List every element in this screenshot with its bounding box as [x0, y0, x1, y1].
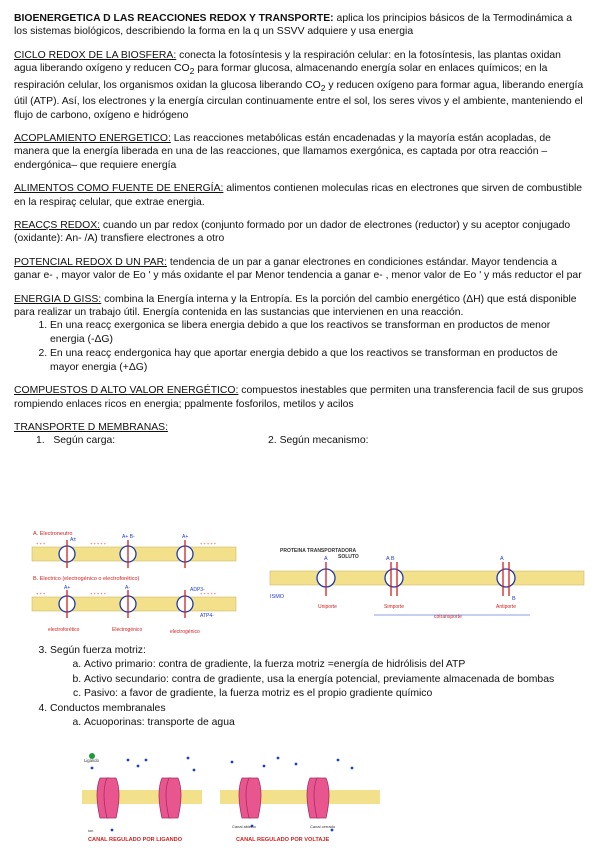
carga-label-7: electroforético	[48, 627, 80, 633]
svg-text:+ + + + +: + + + + +	[200, 541, 217, 546]
potencial-paragraph	[14, 256, 586, 283]
potencial-label: POTENCIAL REDOX D UN PAR:	[14, 256, 167, 268]
list-item: 1. En una reacç exergonica se libera energia debido a que los reactivos se transforman en productos de menor energia (-ΔG)	[50, 319, 586, 346]
conductos-item	[50, 702, 586, 730]
carga-label-6: ADP3-	[190, 587, 205, 593]
carga-label-5: A-	[125, 585, 130, 591]
list-item: a. Activo primario: contra de gradiente, la fuerza motriz =energía de hidrólisis del ATP	[84, 658, 586, 671]
carga-b-title: B. Electrico (electrogénico o electroforético)	[33, 576, 140, 582]
figure-canales	[82, 750, 382, 844]
ciclo-text-a: conecta la fotosíntesis y la respiración celular: en la fotosíntesis, las plantas oxidan agua liberando oxígeno y reducen CO	[14, 49, 561, 75]
svg-text:+ + + + +: + + + + +	[200, 591, 217, 596]
svg-text:+ + + + +: + + + + +	[90, 541, 107, 546]
reaccs-label: REACÇS REDOX:	[14, 220, 101, 232]
carga-label-1: A±	[70, 537, 77, 543]
reaccs-paragraph	[14, 219, 586, 246]
alimentos-paragraph	[14, 182, 586, 209]
mec-proteina-label: PROTEINA TRANSPORTADORA	[280, 548, 357, 554]
gibbs-paragraph	[14, 293, 586, 320]
gibbs-list	[14, 319, 586, 374]
mec-uniporte: Uniporte	[318, 604, 337, 610]
ciclo-sub-b: 2	[320, 82, 326, 93]
alimentos-label: ALIMENTOS COMO FUENTE DE ENERGÍA:	[14, 183, 224, 195]
compuestos-text: compuestos inestables que permiten una transferencia facil de sus grupos rompiendo enlaces ricos en energia; ppalmente fosforilos, metilos y acilos	[14, 385, 584, 410]
transporte-section	[14, 421, 586, 448]
list-item: 2. En una reacç endergonica hay que aportar energia debido a que los reactivos se transforman en productos de mayor energia (+ΔG)	[50, 347, 586, 374]
carga-type-labels	[48, 627, 200, 635]
figure-segun-carga	[30, 529, 238, 637]
canal-ligando-label: CANAL REGULADO POR LIGANDO	[88, 837, 183, 843]
ciclo-paragraph	[14, 49, 586, 122]
mec-type-labels	[318, 604, 516, 620]
conductos-sublist	[50, 716, 586, 729]
carga-label-atp: ATP4-	[200, 613, 214, 619]
fuerza-item	[50, 644, 586, 701]
canales-membranes	[82, 790, 380, 804]
carga-label-8: Electrogénico	[112, 627, 143, 633]
mec-top-ab: A B	[386, 556, 395, 562]
acoplamiento-text: Las reacciones metabólicas están encadenadas y la mayoría están acopladas, de manera que la energía liberada en una de las reacciones, que llamamos exergónica, es captada por otra reacción –endergónica– que requiere energía	[14, 133, 551, 171]
mecanismo-diagram	[268, 540, 586, 622]
ciclo-sub-a: 2	[189, 66, 195, 77]
carga-a-title: A. Electroneutro	[33, 531, 73, 537]
canales-diagram	[82, 750, 382, 844]
compuestos-paragraph	[14, 384, 586, 411]
fuerza-sublist	[50, 658, 586, 700]
doc-title: BIOENERGETICA D LAS REACCIONES REDOX Y TRANSPORTE:	[14, 13, 334, 24]
acoplamiento-paragraph	[14, 132, 586, 172]
canal-small-a: Canal abierto	[232, 824, 256, 829]
gibbs-section	[14, 293, 586, 374]
mec-mecanismo-label: ISMO	[270, 594, 285, 600]
mec-top-a: A	[324, 556, 328, 562]
mec-cotransporte: cotransporte	[434, 614, 462, 620]
acoplamiento-label: ACOPLAMIENTO ENERGETICO:	[14, 133, 171, 144]
list-item: b. Activo secundario: contra de gradiente, usa la energía potencial, previamente almacenada de bombas	[84, 673, 586, 686]
fuerza-title: Según fuerza motriz:	[50, 645, 146, 656]
transporte-label: TRANSPORTE D MEMBRANAS:	[14, 421, 168, 433]
carga-diagram	[30, 529, 238, 637]
carga-label-9: electrogénico	[170, 629, 200, 635]
gibbs-label: ENERGIA D GISS:	[14, 293, 102, 305]
mec-top-a2: A	[500, 556, 504, 562]
mec-soluto-label: SOLUTO	[338, 554, 359, 560]
reaccs-text: cuando un par redox (conjunto formado por un dador de electrones (reductor) y su aceptor conjugado (oxidante): An- /A) transfiere electrones a otro	[14, 220, 571, 245]
svg-text:+ + +: + + +	[36, 591, 46, 596]
svg-text:+ + +: + + +	[36, 541, 46, 546]
list-item: c. Pasivo: a favor de gradiente, la fuerza motriz es el propio gradiente químico	[84, 687, 586, 700]
transporte-lower	[14, 644, 586, 730]
alimentos-text: alimentos contienen moleculas ricas en electrones que sirven de combustible en la respiraç celular, que extrae energia.	[14, 183, 583, 208]
transporte-heading	[14, 421, 586, 434]
ciclo-text-c: y reducen oxígeno para formar agua, liberando energía útil (ATP). Así, los electrones y la energía circulan continuamente entre el sol, los seres vivos y el ambiente, manteniendo el flujo de carbono, oxígeno e hidrógeno	[14, 79, 584, 121]
gibbs-text: combina la Energía interna y la Entropía. Es la porción del cambio energético (ΔH) que está disponible para realizar un trabajo útil. Energía contenida en las sustancias que intervienen en una reacción.	[14, 293, 577, 319]
intro-paragraph	[14, 12, 586, 39]
canal-voltaje-label: CANAL REGULADO POR VOLTAJE	[236, 837, 330, 843]
carga-label-4: A+	[64, 585, 71, 591]
list-item: a. Acuoporinas: transporte de agua	[84, 716, 586, 729]
canal-ion-word: ion	[88, 828, 94, 833]
canal-small-b: Canal cerrado	[310, 824, 336, 829]
carga-label-2: A+ B-	[122, 534, 135, 540]
transport-types-row	[36, 434, 586, 447]
conductos-title: Conductos membranales	[50, 702, 166, 714]
canal-ligando-word: Ligando	[84, 758, 99, 763]
mec-right-b: B	[512, 596, 516, 602]
compuestos-label: COMPUESTOS D ALTO VALOR ENERGÉTICO:	[14, 385, 239, 397]
figure-segun-mecanismo	[268, 540, 586, 622]
type-mecanismo-label: Según mecanismo:	[279, 435, 369, 447]
type-carga: 1. Según carga:	[36, 435, 116, 447]
potencial-text: tendencia de un par a ganar electrones en condiciones estándar. Mayor tendencia a ganar e- , mayor valor de Eo ' y más oxidante el par Menor tendencia a ganar e- , menor valor de Eo ' y más reductor el par	[14, 256, 582, 282]
ciclo-text-b: para formar glucosa, almacenando energía solar en enlaces químicos; en la respiración celular, los organismos oxidan la glucosa liberando CO	[14, 63, 548, 91]
type-carga-label: Según carga:	[53, 435, 116, 447]
ciclo-label: CICLO REDOX DE LA BIOSFERA:	[14, 49, 177, 61]
svg-text:+ + + + +: + + + + +	[90, 591, 107, 596]
mec-antiporte: Antiporte	[496, 604, 517, 610]
mec-simporte: Simporte	[384, 604, 405, 610]
intro-text: aplica los principios básicos de la Termodinámica a los sistemas biológicos, describiendo la forma en la q un SSVV adquiere y usa energia	[14, 13, 572, 38]
type-mecanismo: 2. Según mecanismo:	[268, 435, 369, 447]
carga-label-3: A+	[182, 534, 189, 540]
fuerza-list	[14, 644, 586, 729]
